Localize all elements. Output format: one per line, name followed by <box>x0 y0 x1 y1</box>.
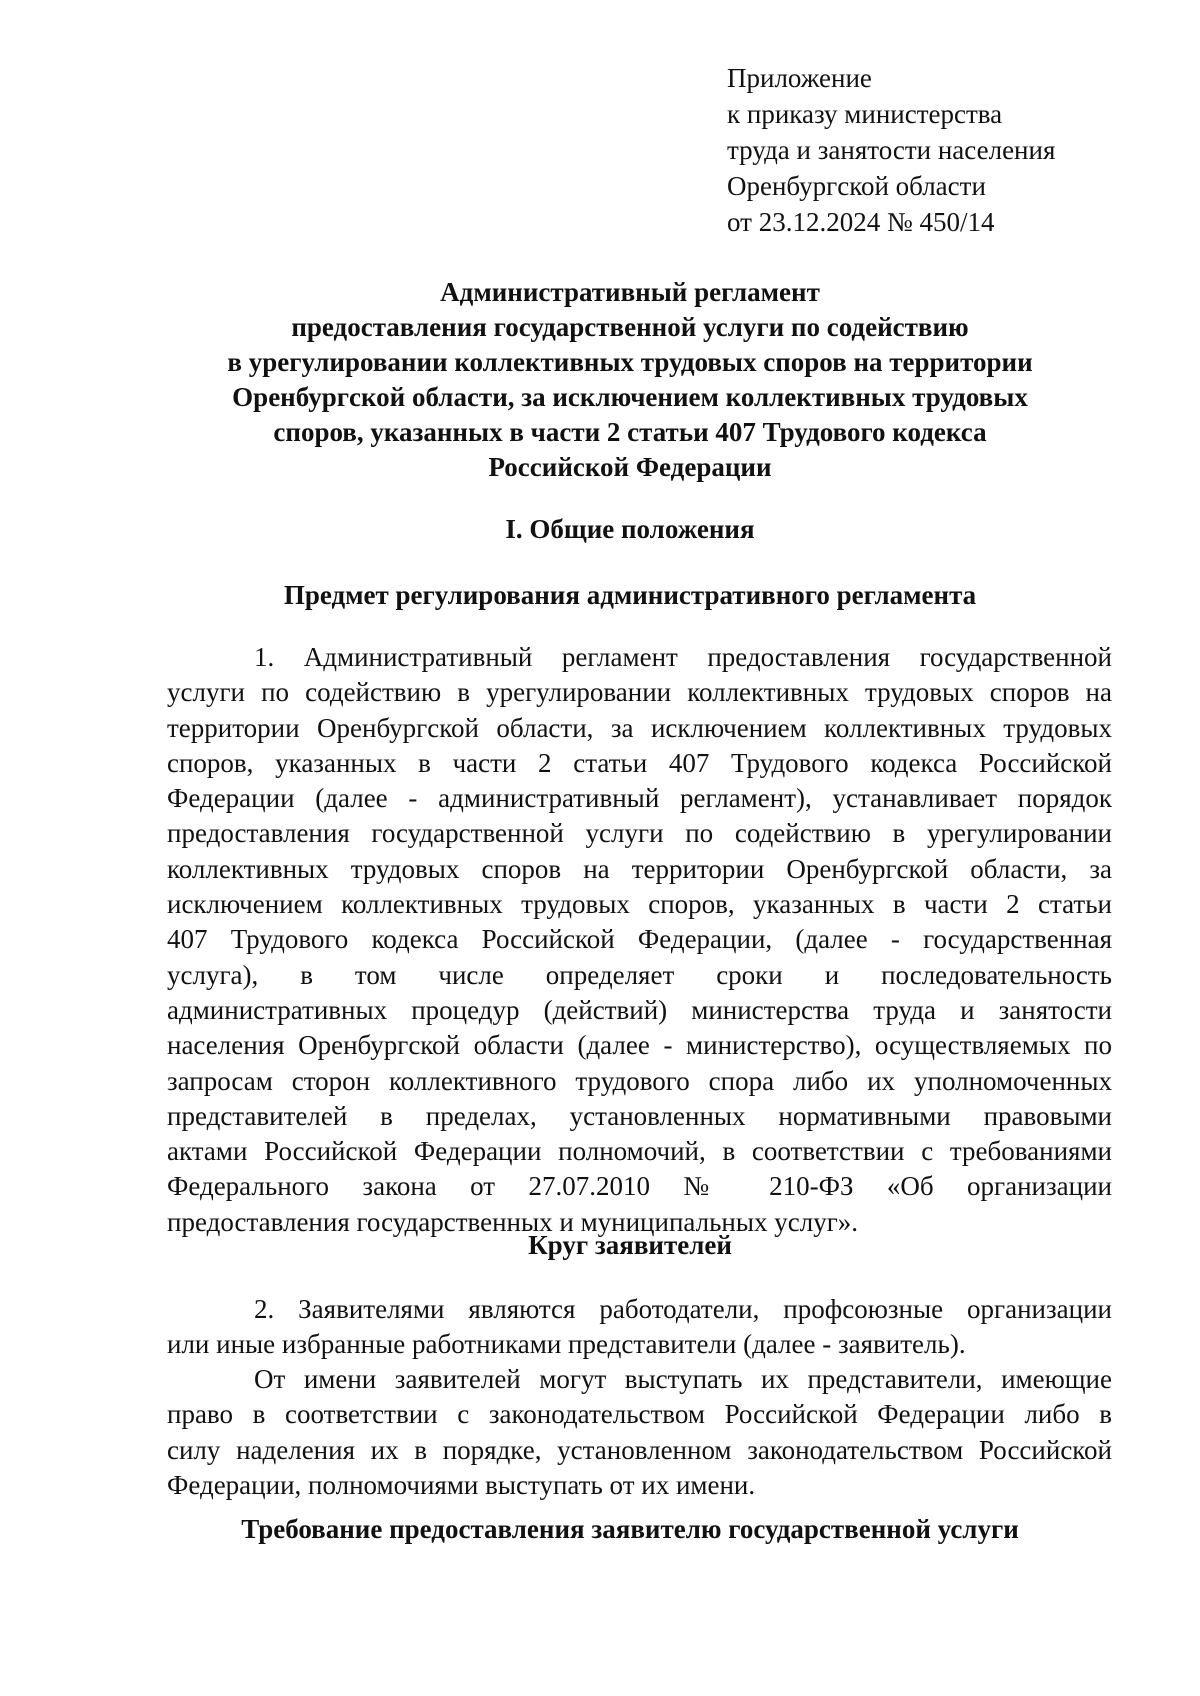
attachment-line: Приложение <box>727 63 872 93</box>
attachment-block <box>727 60 1127 240</box>
section-subheading-subject: Предмет регулирования административного регламента <box>283 580 977 610</box>
paragraph-line: 407 Трудового кодекса Российской Федерации, (далее - государственная <box>167 924 1112 955</box>
title-line: споров, указанных в части 2 статьи 407 Трудового кодекса <box>273 417 987 447</box>
paragraph-line: или иные избранные работниками представители (далее - заявитель). <box>167 1329 966 1360</box>
paragraph-line: споров, указанных в части 2 статьи 407 Трудового кодекса Российской <box>167 747 1112 778</box>
paragraph-line: право в соответствии с законодательством Российской Федерации либо в <box>167 1399 1112 1430</box>
paragraph-line: административных процедур (действий) министерства труда и занятости <box>167 994 1112 1025</box>
paragraph-line: Федерации, полномочиями выступать от их имени. <box>167 1469 756 1500</box>
paragraph-3 <box>167 1362 1112 1503</box>
paragraph-line: территории Оренбургской области, за исключением коллективных трудовых <box>167 712 1112 743</box>
paragraph-line: 1. Административный регламент предоставления государственной <box>254 642 1112 672</box>
paragraph-line: актами Российской Федерации полномочий, в соответствии с требованиями <box>167 1136 1112 1167</box>
title-line: Административный регламент <box>440 277 820 307</box>
section-heading-requirement: Требование предоставления заявителю государственной услуги <box>241 1514 1019 1544</box>
paragraph-line: От имени заявителей могут выступать их представители, имеющие <box>254 1364 1112 1394</box>
paragraph-1 <box>167 640 1112 1240</box>
paragraph-line: представителей в пределах, установленных нормативными правовыми <box>167 1100 1112 1131</box>
attachment-line: труда и занятости населения <box>727 135 1056 165</box>
title-line: Российской Федерации <box>488 452 772 482</box>
paragraph-2 <box>167 1292 1112 1363</box>
attachment-line: Оренбургской области <box>727 171 986 201</box>
paragraph-line: коллективных трудовых споров на территории Оренбургской области, за <box>167 853 1112 884</box>
paragraph-line: силу наделения их в порядке, установленном законодательством Российской <box>167 1434 1112 1465</box>
paragraph-line: населения Оренбургской области (далее - министерство), осуществляемых по <box>167 1030 1112 1061</box>
paragraph-line: услуга), в том числе определяет сроки и последовательность <box>167 959 1112 990</box>
paragraph-line: запросам сторон коллективного трудового спора либо их уполномоченных <box>167 1065 1112 1096</box>
section-heading-applicants: Круг заявителей <box>528 1230 732 1260</box>
paragraph-line: предоставления государственной услуги по содействию в урегулировании <box>167 818 1112 849</box>
paragraph-line: Федерального закона от 27.07.2010 № 210-ФЗ «Об организации <box>167 1171 1112 1202</box>
attachment-line: к приказу министерства <box>727 99 1003 129</box>
paragraph-line: предоставления государственных и муниципальных услуг». <box>167 1206 859 1237</box>
title-line: в урегулировании коллективных трудовых споров на территории <box>227 347 1033 377</box>
paragraph-line: 2. Заявителями являются работодатели, профсоюзные организации <box>254 1294 1112 1324</box>
title-line: предоставления государственной услуги по содействию <box>291 312 969 342</box>
title-line: Оренбургской области, за исключением коллективных трудовых <box>232 382 1028 412</box>
paragraph-line: исключением коллективных трудовых споров, указанных в части 2 статьи <box>167 889 1112 920</box>
document-title <box>160 275 1100 485</box>
paragraph-line: Федерации (далее - административный регламент), устанавливает порядок <box>167 783 1112 814</box>
section-heading-general: I. Общие положения <box>505 514 755 544</box>
paragraph-line: услуги по содействию в урегулировании коллективных трудовых споров на <box>167 677 1112 708</box>
attachment-line: от 23.12.2024 № 450/14 <box>727 207 995 237</box>
